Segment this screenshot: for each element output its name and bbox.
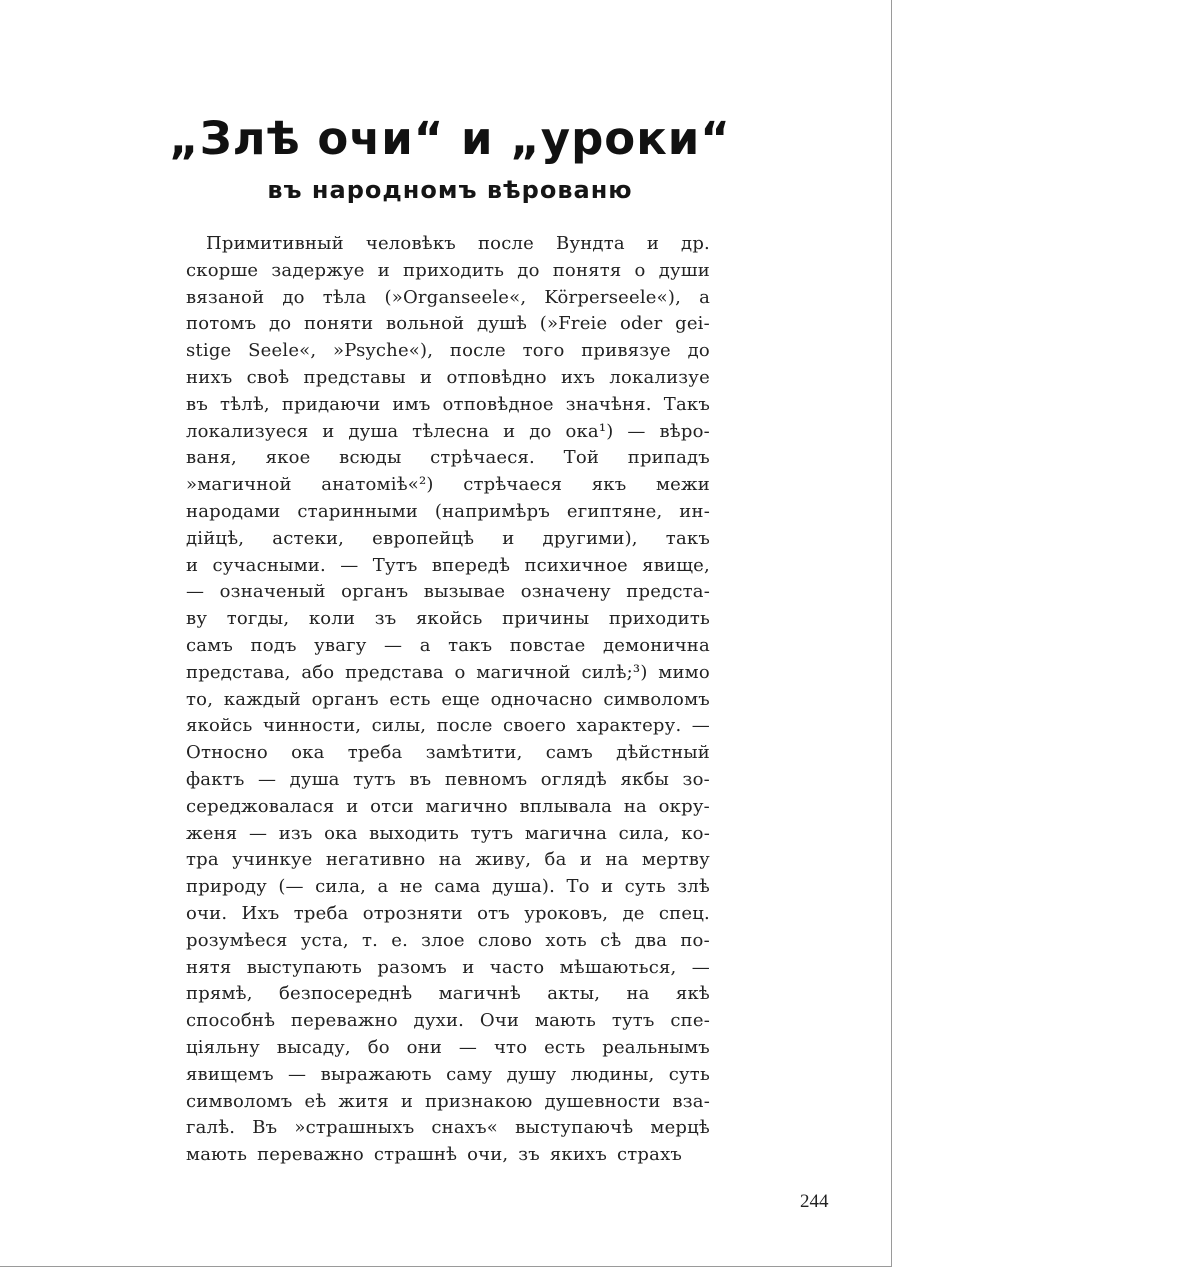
text-line: символомъ еѣ житя и признакою душевности вза- xyxy=(186,1090,710,1112)
text-line: вязаной до тѣла (»Organseele«, Körperseele«), а xyxy=(186,286,710,308)
text-line: фактъ — душа тутъ въ певномъ оглядѣ якбы зо- xyxy=(186,768,710,790)
text-line: въ тѣлѣ, придаючи имъ отповѣдное значѣня. Такъ xyxy=(186,393,710,415)
text-line: — означеный органъ вызывае означену предста- xyxy=(186,581,710,603)
page-number: 244 xyxy=(800,1191,829,1212)
text-line: якойсь чинности, силы, после своего характеру. — xyxy=(186,715,710,737)
text-line: потомъ до поняти вольной душѣ (»Freie oder gei- xyxy=(186,313,710,335)
text-line: скорше задержуе и приходить до понятя о души xyxy=(186,259,710,281)
text-line: народами старинными (напримѣръ египтяне, ин- xyxy=(186,500,710,522)
text-line: ваня, якое всюды стрѣчаеся. Той припадъ xyxy=(186,447,710,469)
text-line: нихъ своѣ представы и отповѣдно ихъ локализуе xyxy=(186,366,710,388)
text-line: ціяльну высаду, бо они — что есть реальнымъ xyxy=(186,1036,710,1058)
text-line: представа, або представа о магичной силѣ;³) мимо xyxy=(186,661,710,683)
text-line: Относно ока треба замѣтити, самъ дѣйстный xyxy=(186,742,710,764)
text-line: женя — изъ ока выходить тутъ магична сила, ко- xyxy=(186,822,710,844)
text-line: явищемъ — выражають саму душу людины, суть xyxy=(186,1063,710,1085)
text-line: способнѣ переважно духи. Очи мають тутъ спе- xyxy=(186,1010,710,1032)
text-line: то, каждый органъ есть еще одночасно символомъ xyxy=(186,688,710,710)
text-line: нятя выступають разомъ и часто мѣшаються, — xyxy=(186,956,710,978)
text-line: прямѣ, безпосереднѣ магичнѣ акты, на якѣ xyxy=(186,983,710,1005)
text-line: галѣ. Въ »страшныхъ снахъ« выступаючѣ мерцѣ xyxy=(186,1117,710,1139)
text-line: »магичной анатоміѣ«²) стрѣчаеся якъ межи xyxy=(186,474,710,496)
text-line: природу (— сила, а не сама душа). То и суть злѣ xyxy=(186,876,710,898)
article-body xyxy=(186,231,710,1169)
text-line: Примитивный человѣкъ после Вундта и др. xyxy=(206,233,710,254)
text-line: мають переважно страшнѣ очи, зъ якихъ страхъ xyxy=(186,1144,683,1166)
article-title: „Злѣ очи“ и „уроки“ xyxy=(169,112,731,165)
text-line: самъ подъ увагу — а такъ повстае демонична xyxy=(186,634,710,656)
text-line: ву тогды, коли зъ якойсь причины приходить xyxy=(186,608,710,630)
text-line: локализуеся и душа тѣлесна и до ока¹) — вѣро- xyxy=(186,420,710,442)
text-line: stige Seele«, »Psyche«), после того привязуе до xyxy=(186,340,710,362)
text-line: розумѣеся уста, т. е. злое слово хоть сѣ два по- xyxy=(186,929,710,951)
text-line: дійцѣ, астеки, европейцѣ и другими), такъ xyxy=(186,527,710,549)
text-line: и сучасными. — Тутъ впередѣ психичное явище, xyxy=(186,554,710,576)
text-line: тра учинкуе негативно на живу, ба и на мертву xyxy=(186,849,710,871)
article-subtitle: въ народномъ вѣрованю xyxy=(267,176,633,204)
text-line: очи. Ихъ треба отрозняти отъ уроковъ, де спец. xyxy=(186,902,710,924)
text-line: середжовалася и отси магично вплывала на окру- xyxy=(186,795,710,817)
